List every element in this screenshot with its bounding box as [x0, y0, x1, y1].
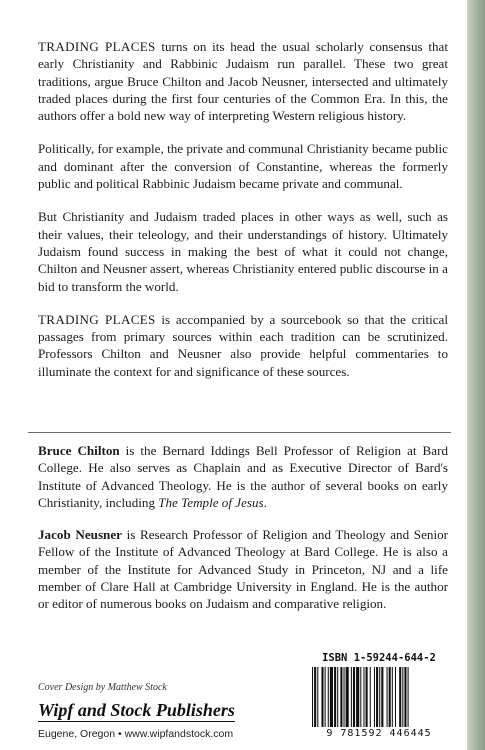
author-name: Bruce Chilton [38, 443, 120, 458]
bio-chilton: Bruce Chilton is the Bernard Iddings Bell Professor of Religion at Bard College. He also serves as Chaplain and as Executive Director of Bard's Institute of Advanced Theology. He is the author of several books on early Christianity, including The Temple of Jesus. [38, 443, 448, 510]
publisher-location: Eugene, Oregon • www.wipfandstock.com [38, 728, 234, 740]
author-name: Jacob Neusner [38, 527, 122, 543]
description-paragraph-3: But Christianity and Judaism traded places in other ways as well, such as their values, their teleology, and their understandings of history. Ultimately Judaism found success in making the best of what it could not change, Chilton and Neusner assert, whereas Christianity entered public discourse in a bid to transform the world. [38, 209, 448, 294]
publisher-logo: Wipf and Stock Publishers [38, 700, 235, 720]
book-reference: The Temple of Jesus [158, 494, 264, 510]
book-title: TRADING PLACES [38, 311, 156, 327]
barcode-digits: 9 781592 446445 [326, 728, 432, 739]
description-paragraph-2: Politically, for example, the private and communal Christianity became public and dominant after the conversion of Constantine, whereas the formerly public and political Rabbinic Judaism became private and communal. [38, 141, 448, 192]
book-title: TRADING PLACES [38, 39, 156, 54]
cover-design-credit: Cover Design by Matthew Stock [38, 682, 167, 693]
section-divider [28, 432, 451, 433]
description-paragraph-1: TRADING PLACES turns on its head the usual scholarly consensus that early Christianity and Rabbinic Judaism run parallel. These two great traditions, argue Bruce Chilton and Jacob Neusner, intersected and ultimately traded places during the first four centuries of the Common Era. In this, the authors offer a bold new way of interpreting Western religious history. [38, 39, 448, 124]
bio-neusner: Jacob Neusner is Research Professor of Religion and Theology and Senior Fellow of the Institute of Advanced Theology at Bard College. He is also a member of the Institute for Advanced Study in Princeton, NJ and a life member of Clare Hall at Cambridge University in England. He is the author or editor of numerous books on Judaism and comparative religion. [38, 527, 448, 612]
barcode-icon [312, 667, 446, 727]
barcode [304, 652, 454, 740]
description-paragraph-4: TRADING PLACES is accompanied by a sourcebook so that the critical passages from primary sources within each tradition can be scrutinized. Professors Chilton and Neusner also provide helpful commentaries to illuminate the context for and significance of these sources. [38, 311, 448, 379]
book-description [38, 38, 448, 396]
author-bios [38, 442, 448, 628]
isbn-label: ISBN 1-59244-644-2 [322, 652, 436, 664]
cover-edge-strip [467, 0, 485, 750]
